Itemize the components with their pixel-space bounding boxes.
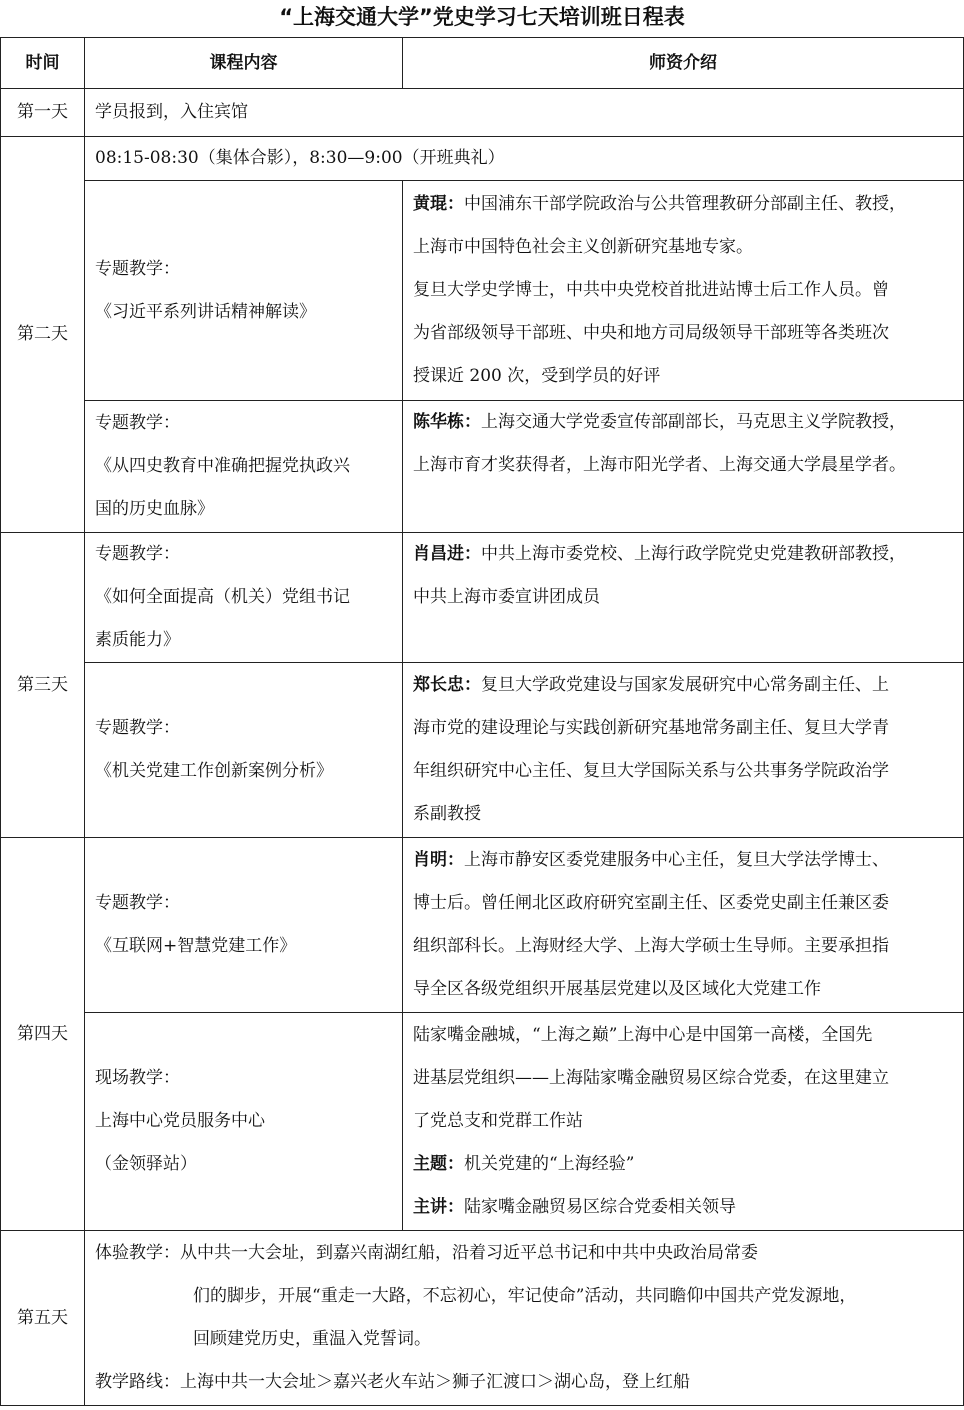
day2-s2-type: 专题教学： — [95, 413, 180, 433]
day4-s2-type: 现场教学： — [95, 1068, 180, 1088]
day4-s2-theme: 机关党建的“上海经验” — [464, 1154, 635, 1174]
day2-s1-desc5: 授课近 200 次，受到学员的好评 — [413, 366, 661, 386]
day3-s2-course — [85, 663, 403, 838]
day4-s2-course — [85, 1013, 403, 1231]
day2-s2-course — [85, 401, 403, 533]
day2-s1-title: 《习近平系列讲话精神解读》 — [95, 301, 316, 322]
day3-label: 第三天 — [1, 533, 85, 838]
day4-s2-speaker: 陆家嘴金融贸易区综合党委相关领导 — [464, 1197, 736, 1217]
day4-s2-sub: （金领驿站） — [95, 1154, 197, 1174]
day3-s2-desc1: 复旦大学政党建设与国家发展研究中心常务副主任、上 — [481, 675, 889, 695]
day2-s1-desc4: 为省部级领导干部班、中央和地方司局级领导干部班等各类班次 — [413, 323, 889, 343]
day4-s1-course — [85, 838, 403, 1013]
day5-label: 第五天 — [1, 1231, 85, 1406]
day4-s2-desc3: 了党总支和党群工作站 — [413, 1111, 583, 1131]
day2-s1-desc1: 中国浦东干部学院政治与公共管理教研分部副主任、教授， — [464, 194, 906, 214]
day2-s1-desc2: 上海市中国特色社会主义创新研究基地专家。 — [413, 237, 753, 257]
day4-s1-desc2: 博士后。曾任闸北区政府研究室副主任、区委党史副主任兼区委 — [413, 893, 889, 913]
day4-s2-speaker-label: 主讲： — [413, 1197, 464, 1217]
day4-s1-type: 专题教学： — [95, 893, 180, 913]
day4-s1-desc4: 导全区各级党组织开展基层党建以及区域化大党建工作 — [413, 979, 821, 999]
day2-s2-title1: 《从四史教育中准确把握党执政兴 — [95, 456, 350, 476]
day3-s2-name: 郑长忠： — [413, 675, 481, 695]
day2-session1-row — [1, 181, 964, 401]
day3-session2-row — [1, 663, 964, 838]
day4-label: 第四天 — [1, 838, 85, 1231]
day4-s1-title: 《互联网+智慧党建工作》 — [95, 936, 297, 956]
day3-s2-title: 《机关党建工作创新案例分析》 — [95, 761, 333, 781]
day2-s1-teacher — [403, 181, 964, 401]
header-course: 课程内容 — [85, 38, 403, 89]
day3-s2-desc2: 海市党的建设理论与实践创新研究基地常务副主任、复旦大学青 — [413, 718, 889, 738]
day3-s1-type: 专题教学： — [95, 544, 180, 564]
day4-s2-place: 上海中心党员服务中心 — [95, 1111, 265, 1131]
day3-s1-desc1: 中共上海市委党校、上海行政学院党史党建教研部教授， — [481, 544, 906, 564]
day3-s2-desc4: 系副教授 — [413, 804, 481, 824]
day5-line2: 们的脚步，开展“重走一大路，不忘初心，牢记使命”活动，共同瞻仰中国共产党发源地， — [193, 1286, 857, 1306]
day2-schedule-row — [1, 137, 964, 181]
day5-row — [1, 1231, 964, 1406]
day5-line3: 回顾建党历史，重温入党誓词。 — [193, 1329, 431, 1349]
day2-s1-course — [85, 181, 403, 401]
day4-s2-desc2: 进基层党组织——上海陆家嘴金融贸易区综合党委，在这里建立 — [413, 1068, 889, 1088]
header-teacher: 师资介绍 — [403, 38, 964, 89]
day5-line4: 教学路线：上海中共一大会址＞嘉兴老火车站＞狮子汇渡口＞湖心岛，登上红船 — [95, 1372, 690, 1392]
day3-s1-teacher — [403, 533, 964, 663]
day4-s1-name: 肖明： — [413, 850, 464, 870]
day2-s1-type: 专题教学： — [95, 258, 180, 279]
day4-s2-teacher — [403, 1013, 964, 1231]
day3-s1-course — [85, 533, 403, 663]
day3-s1-desc2: 中共上海市委宣讲团成员 — [413, 587, 600, 607]
day4-session1-row — [1, 838, 964, 1013]
day3-session1-row — [1, 533, 964, 663]
day5-content — [85, 1231, 964, 1406]
day2-s2-desc2: 上海市育才奖获得者，上海市阳光学者、上海交通大学晨星学者。 — [413, 455, 906, 475]
day2-session2-row — [1, 401, 964, 533]
day2-label: 第二天 — [1, 137, 85, 533]
day3-s1-name: 肖昌进： — [413, 544, 481, 564]
day3-s2-type: 专题教学： — [95, 718, 180, 738]
day2-s2-desc1: 上海交通大学党委宣传部副部长，马克思主义学院教授， — [481, 412, 906, 432]
day4-s2-theme-label: 主题： — [413, 1154, 464, 1174]
day2-s1-name: 黄琨： — [413, 194, 464, 214]
day1-text: 学员报到，入住宾馆 — [85, 89, 964, 137]
page-title: “上海交通大学”党史学习七天培训班日程表 — [279, 5, 685, 29]
day2-s2-title2: 国的历史血脉》 — [95, 499, 214, 519]
day1-row — [1, 89, 964, 137]
day4-s2-desc1: 陆家嘴金融城，“上海之巅”上海中心是中国第一高楼，全国先 — [413, 1025, 873, 1045]
day4-session2-row — [1, 1013, 964, 1231]
header-time: 时间 — [1, 38, 85, 89]
day4-s1-desc1: 上海市静安区委党建服务中心主任，复旦大学法学博士、 — [464, 850, 889, 870]
day2-s1-desc3: 复旦大学史学博士，中共中央党校首批进站博士后工作人员。曾 — [413, 280, 889, 300]
day1-label: 第一天 — [1, 89, 85, 137]
day2-s2-name: 陈华栋： — [413, 412, 481, 432]
day3-s2-teacher — [403, 663, 964, 838]
day4-s1-desc3: 组织部科长。上海财经大学、上海大学硕士生导师。主要承担指 — [413, 936, 889, 956]
day3-s2-desc3: 年组织研究中心主任、复旦大学国际关系与公共事务学院政治学 — [413, 761, 889, 781]
header-row — [1, 38, 964, 89]
day2-schedule: 08:15-08:30（集体合影），8:30—9:00（开班典礼） — [85, 137, 964, 181]
day4-s1-teacher — [403, 838, 964, 1013]
schedule-table — [0, 37, 964, 1406]
day2-s2-teacher — [403, 401, 964, 533]
day3-s1-title1: 《如何全面提高（机关）党组书记 — [95, 587, 350, 607]
day5-line1: 体验教学：从中共一大会址，到嘉兴南湖红船，沿着习近平总书记和中共中央政治局常委 — [95, 1243, 758, 1263]
day3-s1-title2: 素质能力》 — [95, 630, 180, 650]
